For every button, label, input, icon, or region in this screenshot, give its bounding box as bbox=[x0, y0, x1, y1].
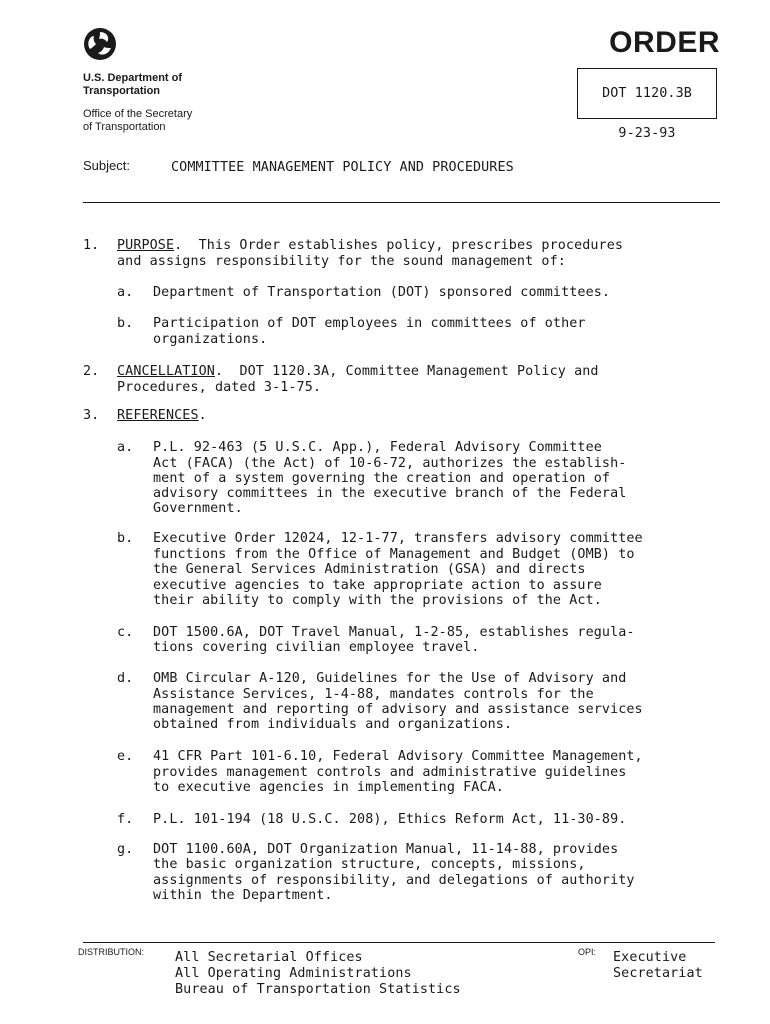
section-heading-purpose: PURPOSE bbox=[117, 238, 175, 253]
subject-label: Subject: bbox=[83, 158, 130, 173]
footer-divider bbox=[83, 942, 715, 943]
item-1a-line-1: Department of Transportation (DOT) sponsored committees. bbox=[153, 285, 611, 300]
item-3e-line-2: provides management controls and administrative guidelines bbox=[153, 765, 627, 780]
office-name-line-1: Office of the Secretary bbox=[83, 108, 193, 120]
dot-triskelion-icon bbox=[83, 27, 117, 61]
section-1-line-2: and assigns responsibility for the sound management of: bbox=[117, 254, 566, 269]
item-label-3f: f. bbox=[117, 812, 134, 827]
office-name bbox=[83, 108, 192, 134]
item-3f-line-1: P.L. 101-194 (18 U.S.C. 208), Ethics Reform Act, 11-30-89. bbox=[153, 812, 627, 827]
section-3-line-1 bbox=[117, 408, 207, 424]
item-3d-line-3: management and reporting of advisory and assistance services bbox=[153, 702, 643, 717]
section-1-text-1: . This Order establishes policy, prescribes procedures bbox=[174, 238, 624, 253]
item-3g-line-1: DOT 1100.60A, DOT Organization Manual, 11-14-88, provides bbox=[153, 842, 619, 857]
item-3g-line-2: the basic organization structure, concepts, missions, bbox=[153, 857, 586, 872]
opi-office bbox=[613, 950, 703, 982]
item-label-3a: a. bbox=[117, 440, 134, 455]
item-3a-line-4: advisory committees in the executive branch of the Federal bbox=[153, 486, 627, 501]
item-3d-line-2: Assistance Services, 1-4-88, mandates controls for the bbox=[153, 687, 594, 702]
section-2-text-1: . DOT 1120.3A, Committee Management Policy and bbox=[214, 364, 599, 379]
item-label-3c: c. bbox=[117, 625, 134, 640]
section-3-heading-tail: . bbox=[198, 408, 207, 423]
section-1-line-1 bbox=[117, 238, 623, 254]
distribution-item: Bureau of Transportation Statistics bbox=[175, 982, 461, 997]
section-2-line-2: Procedures, dated 3-1-75. bbox=[117, 380, 322, 395]
order-date: 9-23-93 bbox=[618, 126, 676, 141]
distribution-item: All Operating Administrations bbox=[175, 966, 412, 981]
item-3c-line-2: tions covering civilian employee travel. bbox=[153, 640, 480, 655]
section-heading-references: REFERENCES bbox=[117, 408, 199, 423]
item-3e-line-1: 41 CFR Part 101-6.10, Federal Advisory Committee Management, bbox=[153, 749, 643, 764]
department-name-line-1: U.S. Department of bbox=[83, 72, 183, 84]
item-3a-line-3: ment of a system governing the creation and operation of bbox=[153, 471, 611, 486]
item-label-1b: b. bbox=[117, 316, 134, 331]
item-3g-line-3: assignments of responsibility, and delegations of authority bbox=[153, 873, 635, 888]
section-number-1: 1. bbox=[83, 238, 100, 253]
item-3g-line-4: within the Department. bbox=[153, 888, 333, 903]
item-3b-line-5: their ability to comply with the provisions of the Act. bbox=[153, 593, 602, 608]
department-name-line-2: Transportation bbox=[83, 85, 161, 97]
item-3a-line-1: P.L. 92-463 (5 U.S.C. App.), Federal Advisory Committee bbox=[153, 440, 602, 455]
opi-label: OPI: bbox=[578, 947, 597, 957]
item-1b-line-1: Participation of DOT employees in committees of other bbox=[153, 316, 586, 331]
distribution-label: DISTRIBUTION: bbox=[78, 947, 145, 957]
item-3b-line-1: Executive Order 12024, 12-1-77, transfers advisory committee bbox=[153, 531, 643, 546]
item-3d-line-4: obtained from individuals and organizations. bbox=[153, 717, 513, 732]
department-name bbox=[83, 72, 182, 98]
item-label-3d: d. bbox=[117, 671, 134, 686]
section-number-2: 2. bbox=[83, 364, 100, 379]
item-3b-line-4: executive agencies to take appropriate action to assure bbox=[153, 578, 602, 593]
section-number-3: 3. bbox=[83, 408, 100, 423]
subject-text: COMMITTEE MANAGEMENT POLICY AND PROCEDURES bbox=[171, 160, 514, 175]
item-3e-line-3: to executive agencies in implementing FACA. bbox=[153, 780, 504, 795]
item-label-3e: e. bbox=[117, 749, 134, 764]
item-3a-line-5: Government. bbox=[153, 501, 243, 516]
order-number: DOT 1120.3B bbox=[602, 86, 692, 101]
header-divider bbox=[83, 202, 720, 203]
item-1b-line-2: organizations. bbox=[153, 332, 268, 347]
document-type-title: ORDER bbox=[609, 26, 720, 59]
item-label-1a: a. bbox=[117, 285, 134, 300]
section-2-line-1 bbox=[117, 364, 599, 380]
item-3b-line-2: functions from the Office of Management and Budget (OMB) to bbox=[153, 547, 635, 562]
office-name-line-2: of Transportation bbox=[83, 121, 166, 133]
item-label-3g: g. bbox=[117, 842, 134, 857]
distribution-item: All Secretarial Offices bbox=[175, 950, 363, 965]
opi-line-2: Secretariat bbox=[613, 966, 703, 981]
item-3a-line-2: Act (FACA) (the Act) of 10-6-72, authorizes the establish- bbox=[153, 456, 627, 471]
item-3c-line-1: DOT 1500.6A, DOT Travel Manual, 1-2-85, establishes regula- bbox=[153, 625, 635, 640]
item-label-3b: b. bbox=[117, 531, 134, 546]
opi-line-1: Executive bbox=[613, 950, 687, 965]
item-3b-line-3: the General Services Administration (GSA) and directs bbox=[153, 562, 586, 577]
item-3d-line-1: OMB Circular A-120, Guidelines for the Use of Advisory and bbox=[153, 671, 627, 686]
distribution-list bbox=[175, 950, 461, 998]
section-heading-cancellation: CANCELLATION bbox=[117, 364, 215, 379]
